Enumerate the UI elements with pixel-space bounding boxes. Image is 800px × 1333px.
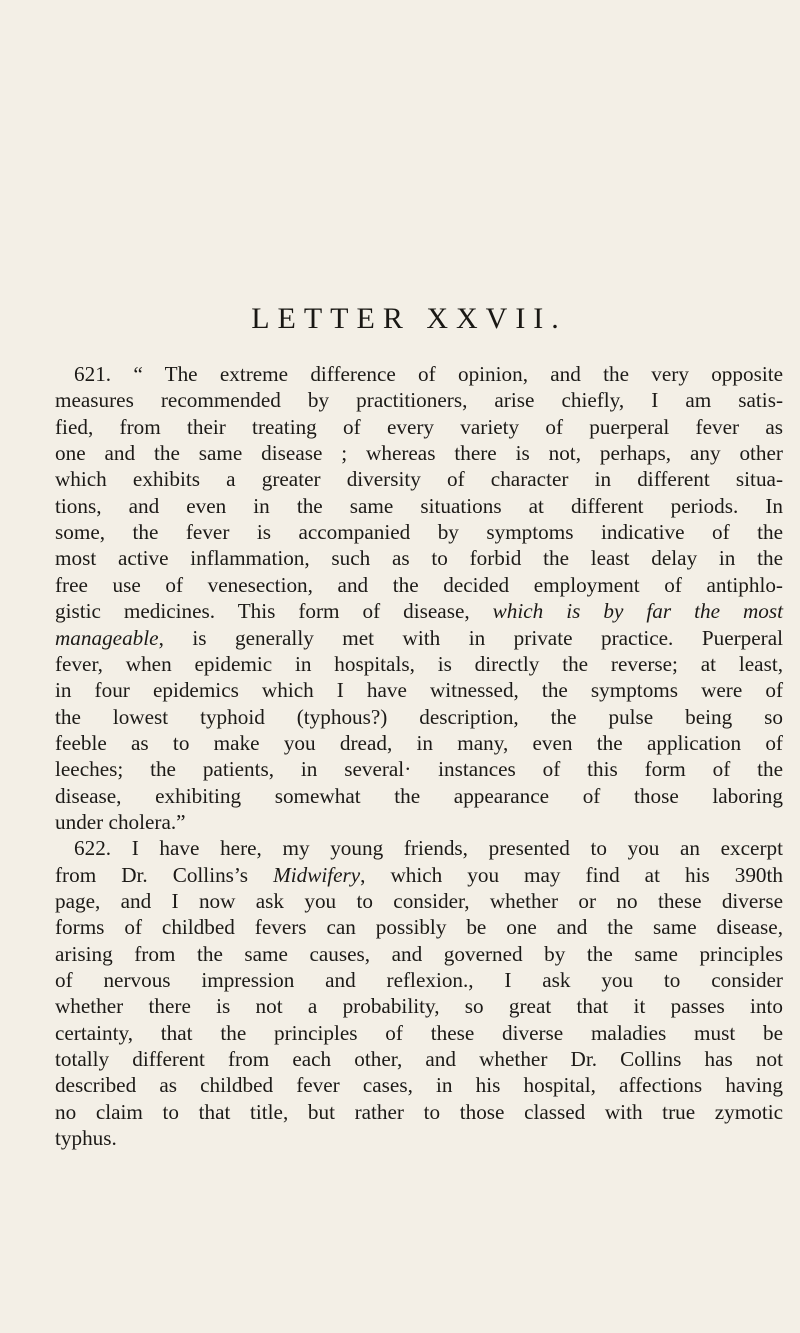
text-line <box>55 1020 783 1046</box>
italic-text: which is by far the most <box>492 599 783 624</box>
text-segment: in four epidemics which I have witnessed, the symptoms were of <box>55 678 783 703</box>
text-line <box>74 835 783 861</box>
text-segment: one and the same disease ; whereas there is not, perhaps, any other <box>55 441 783 466</box>
text-line <box>55 677 783 703</box>
text-segment: forms of childbed fevers can possibly be one and the same disease, <box>55 915 783 940</box>
text-line <box>55 387 783 413</box>
text-line <box>55 1125 783 1151</box>
text-segment: under cholera.” <box>55 809 186 834</box>
text-line <box>74 361 783 387</box>
text-segment: described as childbed fever cases, in his hospital, affections having <box>55 1073 783 1098</box>
text-segment: of nervous impression and reflexion., I ask you to consider <box>55 968 783 993</box>
text-segment: whether there is not a probability, so great that it passes into <box>55 994 783 1019</box>
text-segment: some, the fever is accompanied by symptoms indicative of the <box>55 520 783 545</box>
text-line <box>55 1046 783 1072</box>
text-line <box>55 993 783 1019</box>
text-line <box>55 414 783 440</box>
letter-heading: LETTER XXVII. <box>251 302 567 335</box>
text-line <box>55 941 783 967</box>
text-segment: fever, when epidemic in hospitals, is directly the reverse; at least, <box>55 651 783 676</box>
text-segment: which exhibits a greater diversity of character in different situa- <box>55 467 783 492</box>
text-line <box>55 625 783 651</box>
text-segment: , which you may find at his 390th <box>360 862 783 887</box>
text-line <box>55 572 783 598</box>
text-segment: arising from the same causes, and governed by the same principles <box>55 941 783 966</box>
text-line <box>55 967 783 993</box>
text-line <box>55 756 783 782</box>
text-line <box>55 730 783 756</box>
text-line <box>55 809 783 835</box>
text-line <box>55 783 783 809</box>
text-segment: gistic medicines. This form of disease, <box>55 599 493 624</box>
text-segment: fied, from their treating of every variety of puerperal fever as <box>55 414 783 439</box>
text-segment: tions, and even in the same situations at different periods. In <box>55 493 783 518</box>
text-segment: measures recommended by practitioners, arise chiefly, I am satis- <box>55 388 783 413</box>
text-line <box>55 651 783 677</box>
text-segment: no claim to that title, but rather to those classed with true zymotic <box>55 1099 783 1124</box>
italic-text: Midwifery <box>273 862 361 887</box>
text-segment: totally different from each other, and whether Dr. Collins has not <box>55 1047 783 1072</box>
text-segment: the lowest typhoid (typhous?) description, the pulse being so <box>55 704 783 729</box>
text-segment: , is generally met with in private practice. Puerperal <box>158 625 783 650</box>
text-line <box>55 1099 783 1125</box>
text-segment: certainty, that the principles of these diverse maladies must be <box>55 1020 783 1045</box>
italic-text: manageable <box>55 625 159 650</box>
text-line <box>55 862 783 888</box>
text-segment: 622. I have here, my young friends, presented to you an excerpt <box>74 836 783 861</box>
text-line <box>55 519 783 545</box>
text-segment: typhus. <box>55 1126 117 1151</box>
text-line <box>55 440 783 466</box>
text-segment: leeches; the patients, in several· instances of this form of the <box>55 757 783 782</box>
text-line <box>55 493 783 519</box>
text-segment: feeble as to make you dread, in many, even the application of <box>55 730 783 755</box>
text-line <box>55 704 783 730</box>
text-segment: page, and I now ask you to consider, whether or no these diverse <box>55 889 783 913</box>
text-line <box>55 466 783 492</box>
text-line <box>55 598 783 624</box>
text-line <box>55 1072 783 1098</box>
text-segment: free use of venesection, and the decided employment of antiphlo- <box>55 572 783 597</box>
text-line <box>55 914 783 940</box>
text-line <box>55 888 783 914</box>
text-segment: disease, exhibiting somewhat the appearance of those laboring <box>55 783 783 808</box>
text-line <box>55 545 783 571</box>
text-segment: most active inflammation, such as to forbid the least delay in the <box>55 546 783 571</box>
text-segment: from Dr. Collins’s <box>55 862 274 887</box>
text-segment: 621. “ The extreme difference of opinion, and the very opposite <box>74 362 783 386</box>
